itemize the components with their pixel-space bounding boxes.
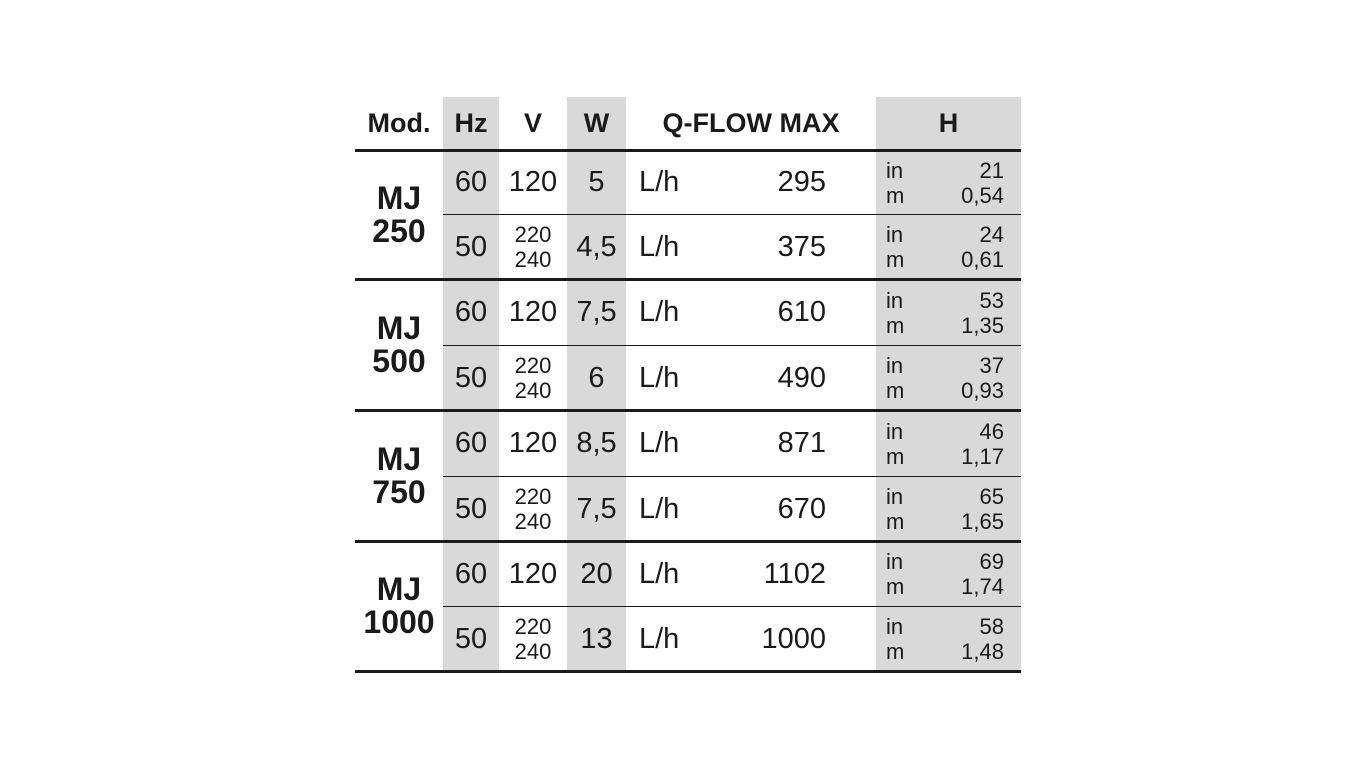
- head-value-m: 1,48: [961, 639, 1004, 664]
- head-value-in: 21: [979, 157, 1004, 183]
- head-value-m: 0,54: [961, 182, 1004, 208]
- flow-unit: L/h: [639, 557, 680, 590]
- head-values: [926, 410, 1004, 477]
- hz-value: 50: [454, 622, 488, 655]
- head-value-in: 37: [979, 353, 1004, 378]
- model-name: [355, 541, 443, 671]
- head-unit-in: in: [886, 157, 904, 183]
- voltage-value: [499, 477, 567, 541]
- flow-unit: L/h: [639, 166, 680, 198]
- head-values: [926, 477, 1004, 541]
- head-value-m: 1,17: [961, 443, 1004, 469]
- head-values: [926, 541, 1004, 607]
- spec-table: [355, 97, 1021, 675]
- watt-value: 7,5: [576, 296, 617, 328]
- head-units: [886, 346, 926, 410]
- voltage-value-line1: 220: [514, 484, 552, 509]
- head-unit-in: in: [886, 614, 904, 639]
- head-value-in: 58: [979, 614, 1004, 639]
- head-value-m: 0,61: [961, 247, 1004, 272]
- head-value-in: 46: [979, 418, 1004, 444]
- head-units: [886, 279, 926, 346]
- head-unit-in: in: [886, 222, 904, 247]
- model-name-line2: 1000: [363, 604, 435, 640]
- head-unit-in: in: [886, 287, 904, 313]
- model-name-line2: 250: [372, 212, 426, 249]
- header-h: H: [938, 108, 959, 138]
- watt-value: 5: [588, 166, 605, 198]
- group-rule: [355, 670, 1021, 673]
- voltage-value-line1: 220: [514, 614, 552, 639]
- flow-value: 670: [777, 492, 826, 525]
- head-units: [886, 541, 926, 607]
- voltage-value: 120: [508, 557, 558, 590]
- head-value-in: 65: [979, 484, 1004, 509]
- head-unit-m: m: [886, 639, 905, 664]
- flow-unit: L/h: [639, 492, 680, 525]
- head-value-in: 24: [979, 222, 1004, 247]
- voltage-value: 120: [508, 427, 558, 459]
- flow-unit: L/h: [639, 296, 680, 328]
- flow-value: 1000: [761, 622, 826, 655]
- hz-value: 50: [454, 361, 488, 394]
- watt-value: 4,5: [576, 230, 617, 263]
- head-value-in: 53: [979, 287, 1004, 313]
- voltage-value: [499, 607, 567, 671]
- header-mod: Mod.: [367, 108, 431, 138]
- head-value-m: 1,65: [961, 509, 1004, 534]
- head-unit-in: in: [886, 549, 904, 574]
- watt-value: 6: [588, 361, 605, 394]
- header-v: V: [523, 108, 542, 138]
- watt-value: 13: [580, 622, 613, 655]
- hz-value: 60: [454, 296, 488, 328]
- head-values: [926, 279, 1004, 346]
- head-value-m: 1,35: [961, 312, 1004, 338]
- watt-value: 7,5: [576, 492, 617, 525]
- watt-value: 20: [580, 557, 613, 590]
- flow-unit: L/h: [639, 361, 680, 394]
- model-name: [355, 410, 443, 541]
- voltage-value-line2: 240: [514, 509, 552, 534]
- flow-value: 871: [777, 427, 826, 459]
- voltage-value-line2: 240: [514, 247, 552, 272]
- hz-value: 60: [454, 166, 488, 198]
- head-unit-in: in: [886, 484, 904, 509]
- voltage-value: [499, 346, 567, 410]
- voltage-value-line2: 240: [514, 639, 552, 664]
- flow-value: 610: [777, 296, 826, 328]
- head-units: [886, 215, 926, 279]
- head-units: [886, 150, 926, 215]
- head-unit-m: m: [886, 378, 905, 403]
- head-units: [886, 607, 926, 671]
- head-value-m: 0,93: [961, 378, 1004, 403]
- flow-value: 1102: [763, 557, 826, 590]
- voltage-value-line1: 220: [514, 353, 552, 378]
- voltage-value: 120: [508, 296, 558, 328]
- head-unit-m: m: [886, 574, 905, 599]
- head-unit-m: m: [886, 247, 905, 272]
- voltage-value-line1: 220: [514, 222, 552, 247]
- hz-value: 60: [454, 557, 488, 590]
- flow-unit: L/h: [639, 427, 680, 459]
- flow-unit: L/h: [639, 622, 680, 655]
- model-name: [355, 150, 443, 279]
- model-name-line2: 500: [372, 342, 426, 379]
- head-value-in: 69: [979, 549, 1004, 574]
- head-values: [926, 607, 1004, 671]
- head-value-m: 1,74: [961, 574, 1004, 599]
- flow-unit: L/h: [639, 230, 680, 263]
- head-unit-m: m: [886, 312, 905, 338]
- head-values: [926, 346, 1004, 410]
- head-units: [886, 477, 926, 541]
- model-name-line1: MJ: [376, 440, 422, 477]
- head-unit-m: m: [886, 182, 905, 208]
- head-values: [926, 215, 1004, 279]
- header-qflow: Q-FLOW MAX: [662, 108, 840, 138]
- head-unit-m: m: [886, 509, 905, 534]
- voltage-value-line2: 240: [514, 378, 552, 403]
- voltage-value: [499, 215, 567, 279]
- head-unit-m: m: [886, 443, 905, 469]
- flow-value: 490: [777, 361, 826, 394]
- model-name-line1: MJ: [376, 571, 422, 607]
- head-unit-in: in: [886, 418, 904, 444]
- head-units: [886, 410, 926, 477]
- model-name: [355, 279, 443, 410]
- hz-value: 50: [454, 492, 488, 525]
- model-name-line1: MJ: [376, 309, 422, 346]
- header-hz: Hz: [454, 108, 488, 138]
- model-name-line1: MJ: [376, 179, 422, 216]
- head-values: [926, 150, 1004, 215]
- hz-value: 50: [454, 230, 488, 263]
- flow-value: 375: [777, 230, 826, 263]
- flow-value: 295: [777, 166, 826, 198]
- head-unit-in: in: [886, 353, 904, 378]
- watt-value: 8,5: [576, 427, 617, 459]
- hz-value: 60: [454, 427, 488, 459]
- header-w: W: [583, 108, 610, 138]
- model-name-line2: 750: [372, 473, 426, 510]
- voltage-value: 120: [508, 166, 558, 198]
